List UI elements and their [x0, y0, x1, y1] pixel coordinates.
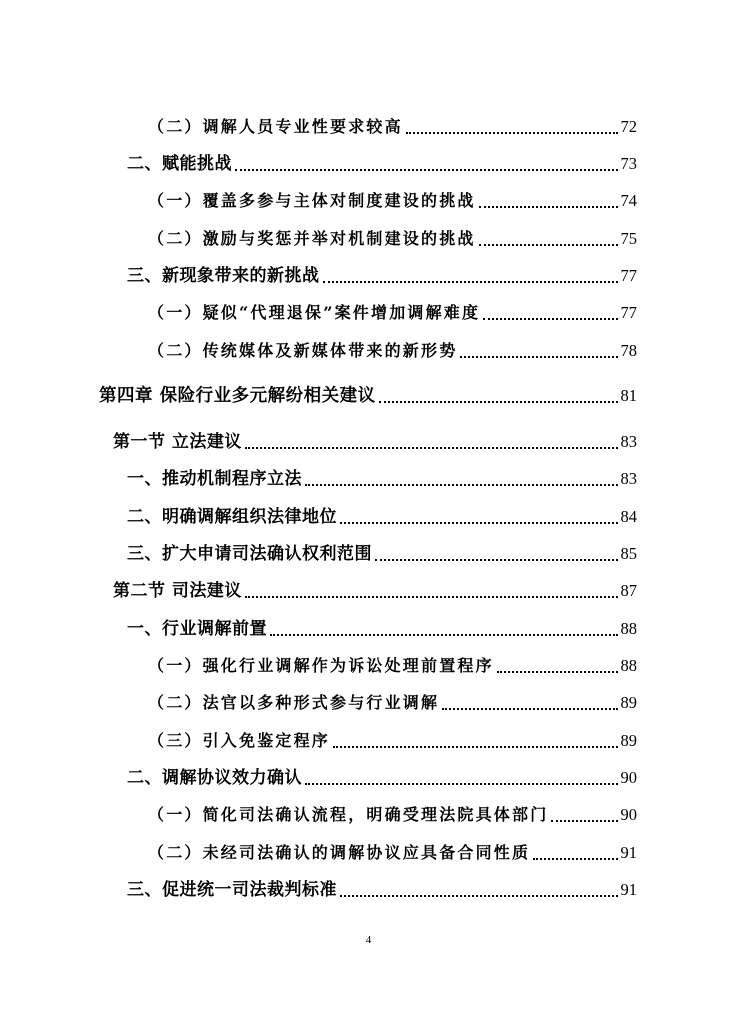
toc-leader-dots	[379, 401, 618, 403]
toc-entry[interactable]	[148, 840, 637, 864]
toc-entry[interactable]	[148, 653, 637, 677]
toc-entry[interactable]	[127, 504, 637, 528]
toc-leader-dots	[406, 132, 618, 134]
toc-entry-page: 75	[620, 229, 637, 248]
toc-leader-dots	[333, 746, 617, 748]
toc-entry-page: 83	[620, 432, 637, 451]
toc-entry-title: 三、扩大申请司法确认权利范围	[127, 544, 372, 564]
toc-entry-page: 91	[620, 843, 637, 862]
toc-entry-page: 77	[620, 303, 637, 322]
toc-leader-dots	[245, 596, 618, 598]
toc-leader-dots	[483, 318, 617, 320]
toc-entry[interactable]	[127, 877, 637, 901]
toc-leader-dots	[235, 169, 618, 171]
page-number: 4	[365, 934, 372, 946]
toc-entry-title: 一、行业调解前置	[127, 619, 267, 639]
toc-entry-title: （一）强化行业调解作为诉讼处理前置程序	[148, 656, 494, 675]
toc-leader-dots	[305, 484, 618, 486]
toc-entry[interactable]	[127, 765, 637, 789]
toc-entry-title: 三、促进统一司法裁判标准	[127, 880, 337, 900]
toc-entry-title: （二）调解人员专业性要求较高	[148, 117, 403, 136]
toc-entry-title: （二）法官以多种形式参与行业调解	[148, 693, 440, 712]
toc-entry[interactable]	[148, 300, 637, 324]
toc-entry-page: 74	[620, 191, 637, 210]
toc-entry[interactable]	[148, 226, 637, 250]
toc-leader-dots	[497, 671, 618, 673]
toc-entry-page: 85	[620, 544, 637, 563]
toc-entry-page: 90	[620, 805, 637, 824]
toc-entry-page: 90	[620, 768, 637, 787]
toc-leader-dots	[323, 281, 618, 283]
toc-entry-page: 87	[620, 581, 637, 600]
toc-entry-title: 第二节 司法建议	[113, 581, 242, 601]
toc-entry-title: （一）疑似“代理退保”案件增加调解难度	[148, 303, 481, 322]
toc-entry[interactable]	[113, 578, 637, 602]
toc-entry[interactable]	[127, 263, 637, 287]
toc-leader-dots	[270, 634, 618, 636]
toc-entry[interactable]	[113, 429, 637, 453]
toc-entry-page: 77	[620, 266, 637, 285]
toc-entry[interactable]	[148, 728, 637, 752]
toc-entry-page: 81	[620, 386, 637, 405]
toc-entry-title: 二、明确调解组织法律地位	[127, 507, 337, 527]
toc-leader-dots	[375, 559, 618, 561]
toc-entry[interactable]	[99, 383, 637, 407]
toc-entry[interactable]	[127, 541, 637, 565]
toc-entry-page: 88	[620, 656, 637, 675]
toc-entry-page: 78	[620, 341, 637, 360]
toc-entry-page: 73	[620, 154, 637, 173]
toc-entry[interactable]	[148, 690, 637, 714]
toc-entry[interactable]	[127, 151, 637, 175]
toc-entry[interactable]	[148, 114, 637, 138]
toc-entry-title: 第四章 保险行业多元解纷相关建议	[99, 386, 376, 406]
toc-entry-title: （一）覆盖多参与主体对制度建设的挑战	[148, 191, 476, 210]
toc-leader-dots	[340, 522, 618, 524]
toc-entry-page: 72	[620, 117, 637, 136]
toc-entry-title: 二、赋能挑战	[127, 154, 232, 174]
toc-entry-page: 83	[620, 469, 637, 488]
toc-entry-page: 91	[620, 880, 637, 899]
toc-entry[interactable]	[148, 802, 637, 826]
toc-entry-title: （一）简化司法确认流程，明确受理法院具体部门	[148, 805, 549, 824]
toc-leader-dots	[551, 820, 617, 822]
toc-entry[interactable]	[148, 338, 637, 362]
toc-entry-title: 三、新现象带来的新挑战	[127, 266, 320, 286]
toc-leader-dots	[305, 783, 618, 785]
toc-entry-title: （二）未经司法确认的调解协议应具备合同性质	[148, 843, 531, 862]
toc-entry-page: 89	[620, 731, 637, 750]
toc-leader-dots	[340, 895, 618, 897]
toc-leader-dots	[460, 356, 617, 358]
toc-entry-title: 一、推动机制程序立法	[127, 469, 302, 489]
toc-entry[interactable]	[148, 188, 637, 212]
toc-entry-page: 88	[620, 619, 637, 638]
toc-entry-title: （二）传统媒体及新媒体带来的新形势	[148, 341, 458, 360]
toc-leader-dots	[479, 206, 618, 208]
toc-entry-page: 84	[620, 507, 637, 526]
toc-leader-dots	[245, 447, 618, 449]
toc-entry[interactable]	[127, 466, 637, 490]
toc-entry-title: 第一节 立法建议	[113, 432, 242, 452]
toc-entry[interactable]	[127, 616, 637, 640]
toc-entry-title: （三）引入免鉴定程序	[148, 731, 331, 750]
toc-leader-dots	[442, 708, 617, 710]
toc-leader-dots	[533, 858, 617, 860]
toc-entry-title: （二）激励与奖惩并举对机制建设的挑战	[148, 229, 476, 248]
toc-entry-page: 89	[620, 693, 637, 712]
toc-entry-title: 二、调解协议效力确认	[127, 768, 302, 788]
toc-leader-dots	[479, 244, 618, 246]
